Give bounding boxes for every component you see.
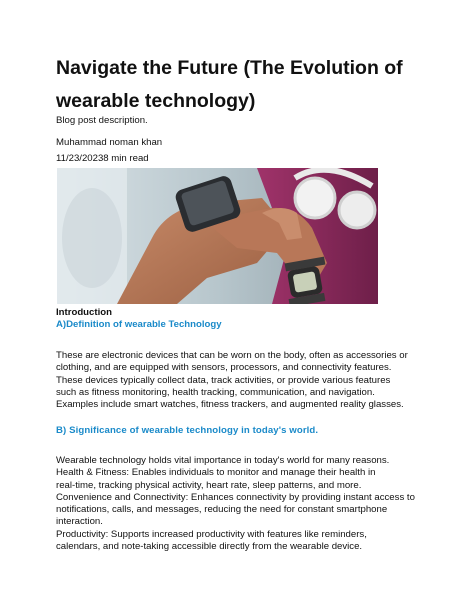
paragraph-line: notifications, calls, and messages, reducing the need for constant smartphone <box>56 504 388 516</box>
paragraph-line: These devices typically collect data, track activities, or provide various features <box>56 374 391 386</box>
paragraph-line: real-time, tracking physical activity, heart rate, sleep patterns, and more. <box>56 479 362 491</box>
section-b-paragraph <box>56 455 428 553</box>
hero-photo-illustration <box>57 168 378 304</box>
post-title-line-1: Navigate the Future (The Evolution of <box>56 57 403 79</box>
post-description: Blog post description. <box>56 115 148 126</box>
paragraph-line: Health & Fitness: Enables individuals to monitor and manage their health in <box>56 467 376 479</box>
paragraph-line: Examples include smart watches, fitness trackers, and augmented reality glasses. <box>56 399 404 411</box>
paragraph-line: Wearable technology holds vital importance in today's world for many reasons. <box>56 455 390 466</box>
post-title-line-2: wearable technology) <box>56 90 256 112</box>
post-title <box>56 52 436 118</box>
paragraph-line: calendars, and note-taking accessible directly from the wearable device. <box>56 541 363 553</box>
paragraph-line: Productivity: Supports increased productivity with features like reminders, <box>56 528 367 540</box>
paragraph-line: These are electronic devices that can be worn on the body, often as accessories or <box>56 350 408 361</box>
section-b-heading: B) Significance of wearable technology in today's world. <box>56 425 319 436</box>
paragraph-line: interaction. <box>56 516 103 528</box>
hero-image <box>57 168 378 304</box>
introduction-heading: Introduction <box>56 307 112 318</box>
paragraph-line: clothing, and are equipped with sensors, processors, and connectivity features. <box>56 362 392 374</box>
paragraph-line: Convenience and Connectivity: Enhances connectivity by providing instant access to <box>56 491 415 503</box>
post-date-readtime: 11/23/20238 min read <box>56 153 149 164</box>
section-a-heading: A)Definition of wearable Technology <box>56 319 222 330</box>
paragraph-line: such as fitness monitoring, health tracking, communication, and navigation. <box>56 386 375 398</box>
section-a-paragraph <box>56 350 428 411</box>
post-author: Muhammad noman khan <box>56 137 163 148</box>
